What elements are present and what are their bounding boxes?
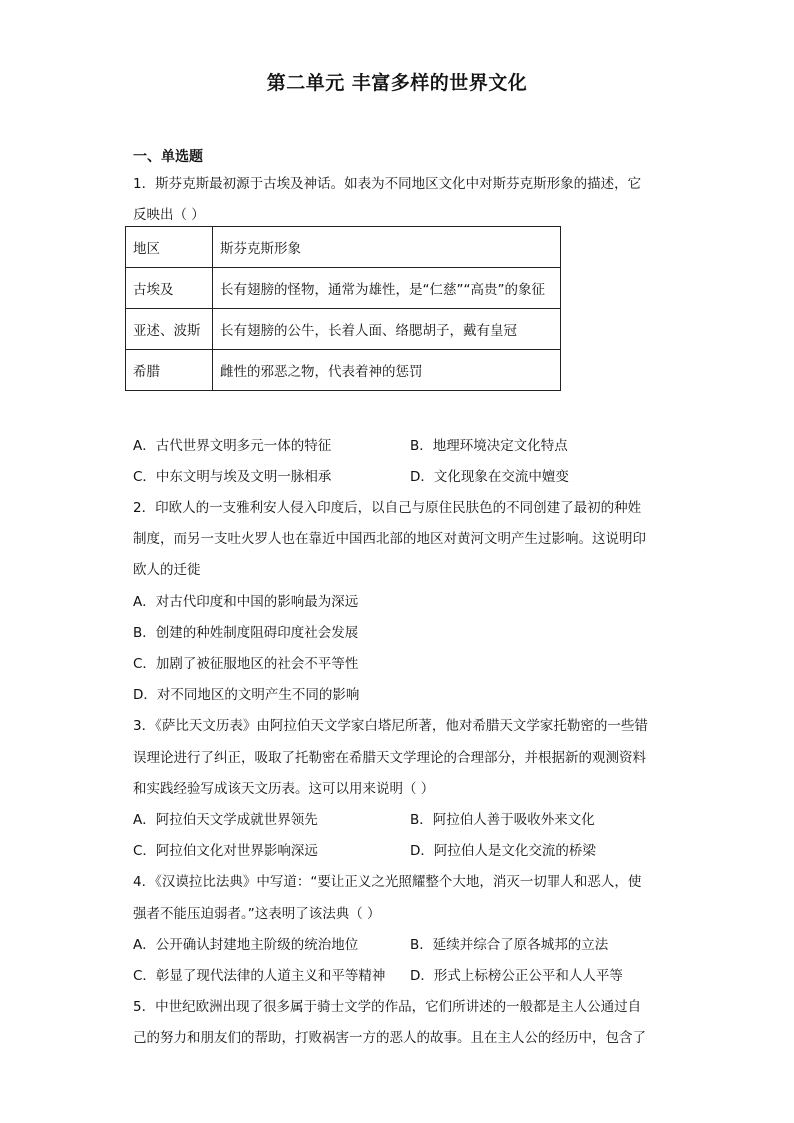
q2-option-d[interactable]: D．对不同地区的文明产生不同的影响 — [133, 687, 360, 703]
q3-option-b[interactable]: B．阿拉伯人善于吸收外来文化 — [410, 812, 595, 828]
q2-stem-line-2: 制度，而另一支吐火罗人也在靠近中国西北部的地区对黄河文明产生过影响。这说明印 — [133, 531, 646, 547]
q4-option-a[interactable]: A．公开确认封建地主阶级的统治地位 — [133, 937, 359, 953]
sphinx-table — [125, 226, 561, 391]
q3-stem-line-3: 和实践经验写成该天文历表。这可以用来说明（ ） — [133, 781, 435, 797]
q3-option-c[interactable]: C．阿拉伯文化对世界影响深远 — [133, 843, 318, 859]
table-cell: 长有翅膀的公牛，长着人面、络腮胡子，戴有皇冠 — [213, 309, 561, 350]
q1-option-b[interactable]: B．地理环境决定文化特点 — [410, 438, 568, 454]
q1-option-a[interactable]: A．古代世界文明多元一体的特征 — [133, 438, 332, 454]
q4-stem-line-2: 强者不能压迫弱者。”这表明了该法典（ ） — [133, 906, 381, 922]
table-cell: 长有翅膀的怪物，通常为雄性，是“仁慈”“高贵”的象征 — [213, 268, 561, 309]
q1-option-d[interactable]: D．文化现象在交流中嬗变 — [410, 469, 569, 485]
table-cell: 希腊 — [126, 350, 213, 391]
q4-stem-line-1: 4．《汉谟拉比法典》中写道：“要让正义之光照耀整个大地，消灭一切罪人和恶人，使 — [133, 874, 642, 890]
q3-stem-line-1: 3．《萨比天文历表》由阿拉伯天文学家白塔尼所著，他对希腊天文学家托勒密的一些错 — [133, 718, 648, 734]
q5-stem-line-2: 己的努力和朋友们的帮助，打败祸害一方的恶人的故事。且在主人公的经历中，包含了 — [133, 1030, 646, 1046]
q3-option-a[interactable]: A．阿拉伯天文学成就世界领先 — [133, 812, 318, 828]
q2-stem-line-3: 欧人的迁徙 — [133, 562, 201, 578]
q2-stem-line-1: 2．印欧人的一支雅利安人侵入印度后，以自己与原住民肤色的不同创建了最初的种姓 — [133, 500, 642, 516]
table-cell: 雌性的邪恶之物，代表着神的惩罚 — [213, 350, 561, 391]
table-row — [126, 350, 561, 391]
q1-stem-line-1: 1．斯芬克斯最初源于古埃及神话。如表为不同地区文化中对斯芬克斯形象的描述，它 — [133, 176, 642, 192]
q3-stem-line-2: 误理论进行了纠正，吸取了托勒密在希腊天文学理论的合理部分，并根据新的观测资料 — [133, 750, 646, 766]
q4-option-c[interactable]: C．彰显了现代法律的人道主义和平等精神 — [133, 968, 386, 984]
q4-option-b[interactable]: B．延续并综合了原各城邦的立法 — [410, 937, 609, 953]
q2-option-c[interactable]: C．加剧了被征服地区的社会不平等性 — [133, 656, 359, 672]
q4-option-d[interactable]: D．形式上标榜公正公平和人人平等 — [410, 968, 623, 984]
q5-stem-line-1: 5．中世纪欧洲出现了很多属于骑士文学的作品，它们所讲述的一般都是主人公通过自 — [133, 999, 642, 1015]
q1-option-c[interactable]: C．中东文明与埃及文明一脉相承 — [133, 469, 332, 485]
table-row — [126, 227, 561, 268]
page-title: 第二单元 丰富多样的世界文化 — [266, 72, 528, 94]
table-cell: 亚述、波斯 — [126, 309, 213, 350]
table-header-cell: 地区 — [126, 227, 213, 268]
section-heading: 一、单选题 — [133, 149, 203, 165]
q3-option-d[interactable]: D．阿拉伯人是文化交流的桥梁 — [410, 843, 596, 859]
q2-option-a[interactable]: A．对古代印度和中国的影响最为深远 — [133, 594, 359, 610]
q2-option-b[interactable]: B．创建的种姓制度阻碍印度社会发展 — [133, 625, 359, 641]
table-header-cell: 斯芬克斯形象 — [213, 227, 561, 268]
table-row — [126, 268, 561, 309]
table-cell: 古埃及 — [126, 268, 213, 309]
q1-stem-line-2: 反映出（ ） — [133, 207, 205, 223]
table-row — [126, 309, 561, 350]
